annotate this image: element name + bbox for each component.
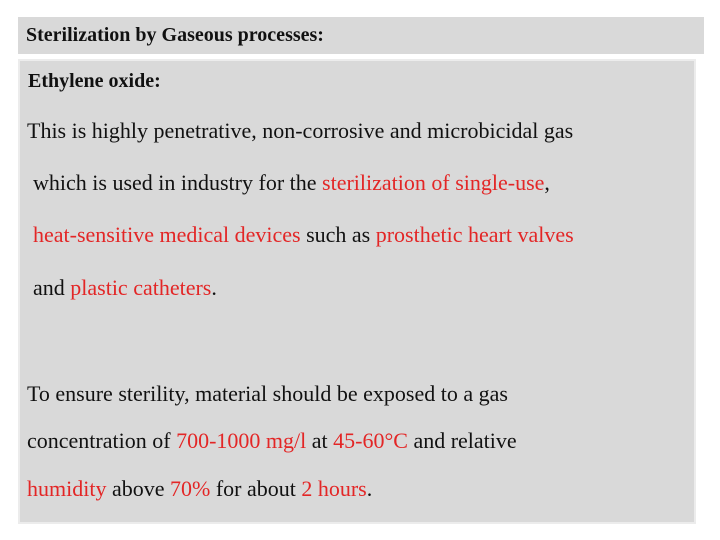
highlight-text: humidity: [27, 476, 107, 501]
highlight-text: 700-1000 mg/l: [176, 428, 307, 453]
highlight-text: sterilization of single-use: [322, 170, 545, 195]
text-run: at: [306, 428, 334, 453]
highlight-text: 45-60°C: [333, 428, 408, 453]
slide-title: Sterilization by Gaseous processes:: [18, 17, 704, 54]
text-run: which is used in industry for the: [33, 170, 323, 195]
text-run: and: [33, 275, 71, 300]
highlight-text: plastic catheters: [70, 275, 212, 300]
text-run: for about: [210, 476, 302, 501]
text-run: above: [106, 476, 170, 501]
content-panel: [18, 59, 696, 524]
text-run: such as: [300, 222, 376, 247]
paragraph1-line3: [33, 222, 574, 248]
text-run: concentration of: [27, 428, 177, 453]
paragraph2-line2: [27, 428, 517, 454]
paragraph1-line4: [33, 275, 217, 301]
paragraph1-line2: [33, 170, 550, 196]
subheading: Ethylene oxide:: [28, 70, 161, 92]
highlight-text: heat-sensitive medical devices: [33, 222, 301, 247]
paragraph2-line3: [27, 476, 372, 502]
highlight-text: 70%: [169, 476, 211, 501]
text-run: .: [211, 275, 217, 300]
paragraph1-line1: This is highly penetrative, non-corrosive and microbicidal gas: [27, 118, 574, 143]
highlight-text: prosthetic heart valves: [375, 222, 574, 247]
text-run: .: [366, 476, 373, 501]
highlight-text: 2 hours: [301, 476, 367, 501]
paragraph2-line1: To ensure sterility, material should be exposed to a gas: [27, 381, 508, 406]
text-run: and relative: [407, 428, 517, 453]
text-run: ,: [544, 170, 550, 195]
